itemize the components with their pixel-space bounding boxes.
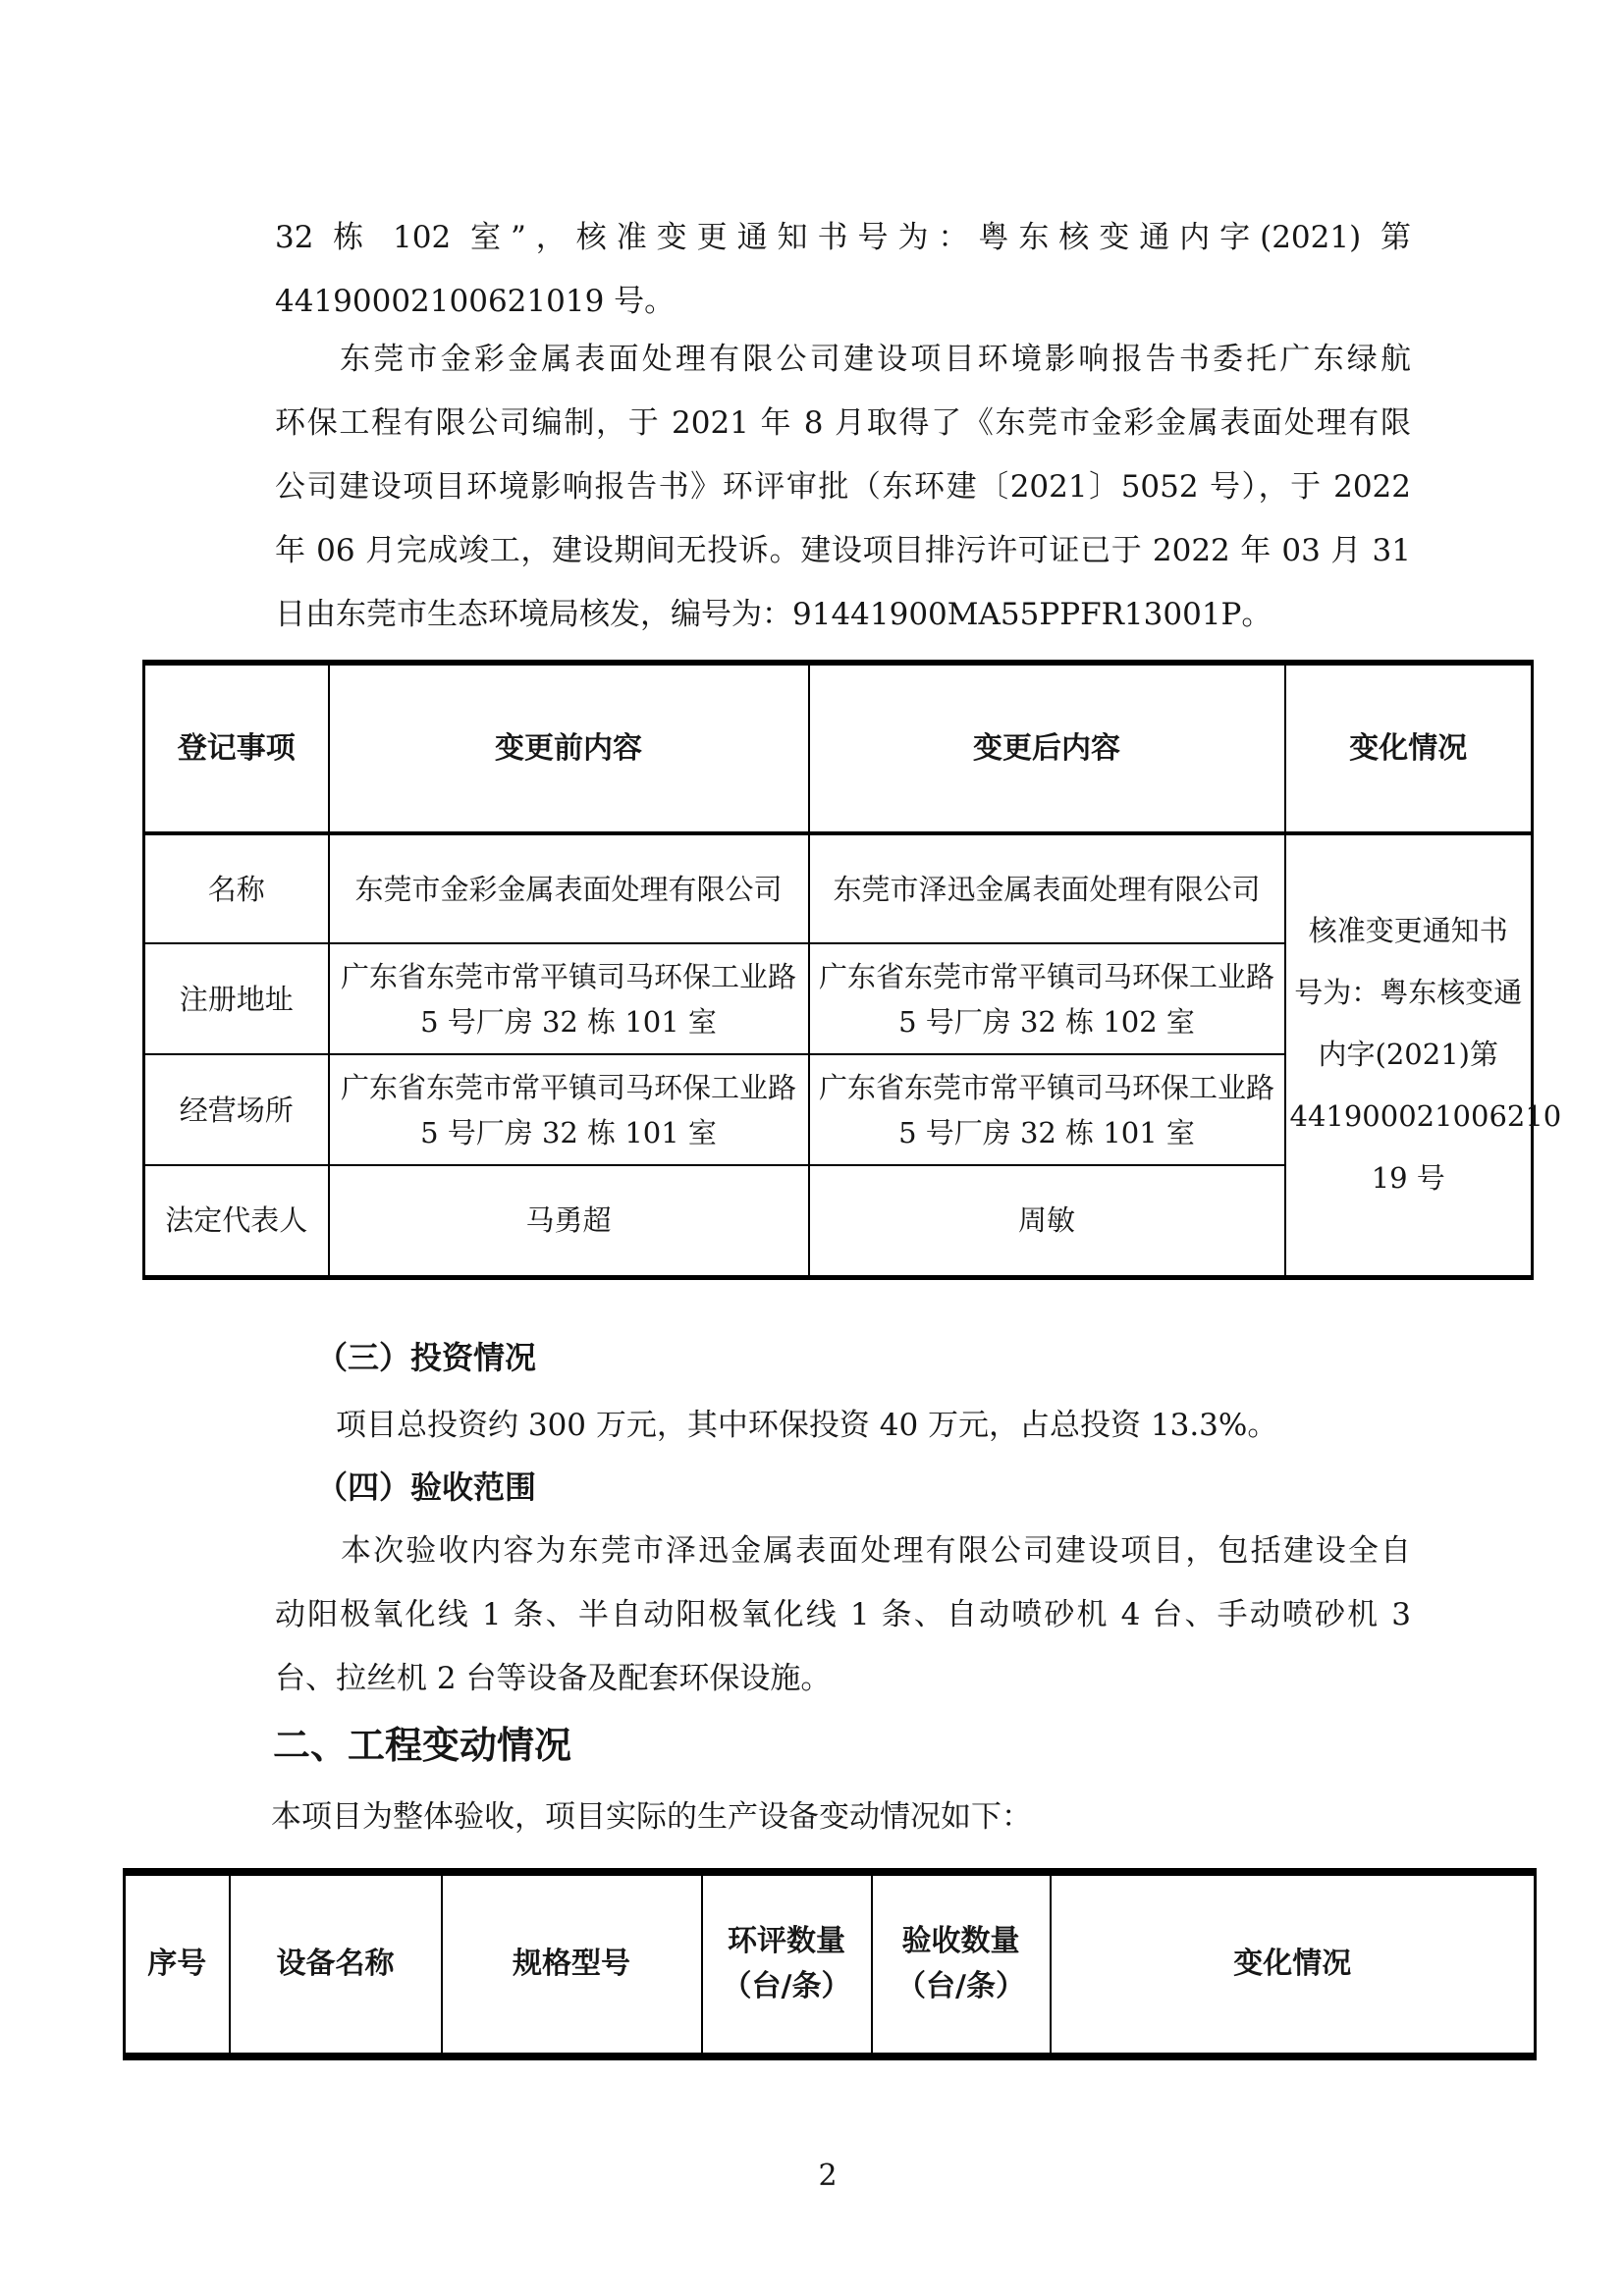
change-note-line: 核准变更通知书 [1308,914,1508,948]
cell-after: 广东省东莞市常平镇司马环保工业路 5 号厂房 32 栋 102 室 [809,943,1285,1054]
header-label: 规格型号 [513,1947,630,1981]
header-specification-model [442,1872,702,2056]
paragraph-eia-report [275,328,1411,647]
paragraph-line: 公司建设项目环境影响报告书》环评审批（东环建〔2021〕5052 号），于 2022 [275,469,1411,505]
paragraph-line: 44190002100621019 号。 [275,284,676,319]
cell-after: 东莞市泽迅金属表面处理有限公司 [809,833,1285,943]
header-change-status: 变化情况 [1285,663,1533,833]
header-registration-item: 登记事项 [144,663,329,833]
header-label: 验收数量 [901,1924,1020,1958]
cell-after: 广东省东莞市常平镇司马环保工业路 5 号厂房 32 栋 101 室 [809,1054,1285,1165]
header-acceptance-quantity [872,1872,1051,2056]
table-header-row [144,663,1533,833]
paragraph-line: 年 06 月完成竣工，建设期间无投诉。建设项目排污许可证已于 2022 年 03 月 31 [275,533,1411,568]
change-note-line: 内字(2021)第 [1318,1038,1498,1072]
row-label: 注册地址 [144,943,329,1054]
registration-change-table [142,660,1562,1280]
changes-intro: 本项目为整体验收，项目实际的生产设备变动情况如下： [271,1799,1032,1835]
header-serial-number [125,1872,230,2056]
cell-before: 东莞市金彩金属表面处理有限公司 [329,833,809,943]
header-content-after: 变更后内容 [809,663,1285,833]
header-unit: （台/条） [896,1969,1025,2003]
header-label: 设备名称 [276,1947,395,1981]
paragraph-line: 台、拉丝机 2 台等设备及配套环保设施。 [275,1661,832,1696]
cell-after: 周敏 [809,1165,1285,1277]
row-label: 法定代表人 [144,1165,329,1277]
change-note-line: 441900021006210 [1289,1099,1562,1134]
header-eia-quantity [702,1872,872,2056]
row-label: 名称 [144,833,329,943]
page-number: 2 [818,2159,838,2193]
cell-before: 广东省东莞市常平镇司马环保工业路 5 号厂房 32 栋 101 室 [329,943,809,1054]
table-header-row [125,1872,1536,2056]
paragraph-scope [275,1520,1411,1711]
table-row-name [144,833,1533,943]
paragraph-line: 动阳极氧化线 1 条、半自动阳极氧化线 1 条、自动喷砂机 4 台、手动喷砂机 3 [275,1597,1411,1632]
row-label: 经营场所 [144,1054,329,1165]
cell-before: 马勇超 [329,1165,809,1277]
header-label: 序号 [147,1947,207,1981]
paragraph-approval-notice [275,206,1411,334]
change-note-line: 号为：粤东核变通 [1294,976,1523,1010]
paragraph-line: 32 栋 102 室”，核准变更通知书号为：粤东核变通内字(2021) 第 [275,220,1411,255]
header-content-before: 变更前内容 [329,663,809,833]
header-unit: （台/条） [722,1969,851,2003]
paragraph-line: 环保工程有限公司编制，于 2021 年 8 月取得了《东莞市金彩金属表面处理有限 [275,405,1411,441]
section-heading-scope: （四）验收范围 [316,1468,537,1506]
investment-body: 项目总投资约 300 万元，其中环保投资 40 万元，占总投资 13.3%。 [336,1408,1278,1443]
header-equipment-name [230,1872,442,2056]
paragraph-line: 本次验收内容为东莞市泽迅金属表面处理有限公司建设项目，包括建设全自 [341,1533,1411,1569]
paragraph-line: 日由东莞市生态环境局核发，编号为：91441900MA55PPFR13001P。 [275,597,1272,632]
change-note-line: 19 号 [1371,1161,1445,1196]
cell-before: 广东省东莞市常平镇司马环保工业路 5 号厂房 32 栋 101 室 [329,1054,809,1165]
header-label: 环评数量 [728,1924,845,1958]
header-label: 变化情况 [1233,1947,1352,1981]
cell-change-note [1285,833,1562,1277]
header-change-status [1051,1872,1536,2056]
equipment-change-table [123,1868,1537,2060]
section-heading-project-changes: 二、工程变动情况 [273,1723,572,1767]
paragraph-line: 东莞市金彩金属表面处理有限公司建设项目环境影响报告书委托广东绿航 [340,342,1411,377]
section-heading-investment: （三）投资情况 [316,1339,537,1376]
